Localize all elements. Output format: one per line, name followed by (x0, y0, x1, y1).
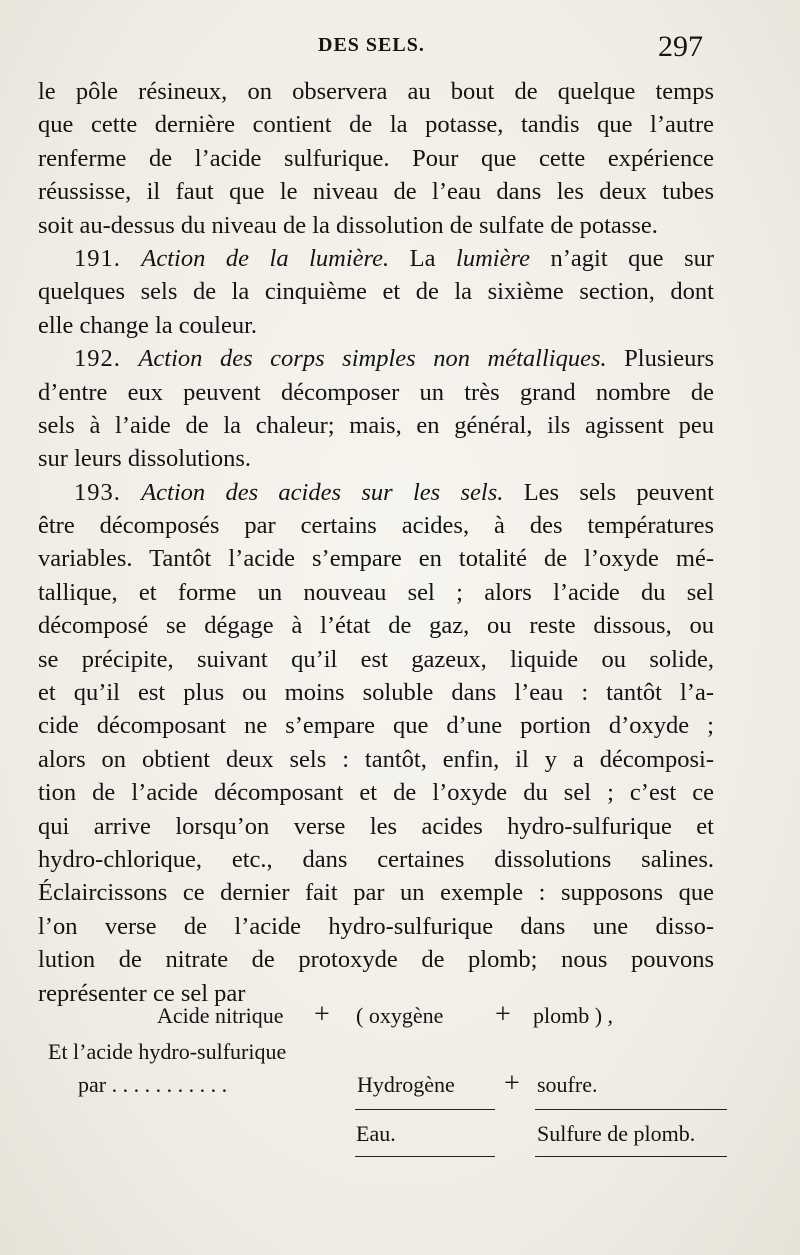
formula-rule (535, 1156, 727, 1157)
formula-rule (535, 1109, 727, 1110)
formula-sulfure-de-plomb: Sulfure de plomb. (537, 1121, 696, 1146)
text-line (38, 342, 714, 375)
section-title: Action de la lumière. (141, 244, 390, 272)
text-line: et qu’il est plus ou moins soluble dans l’eau : tantôt l’a- (38, 679, 714, 707)
text-line: Éclaircissons ce dernier fait par un exemple : supposons que (38, 879, 714, 907)
text-line: représenter ce sel par (38, 979, 246, 1007)
text-line: sels à l’aide de la chaleur; mais, en général, ils agissent peu (38, 411, 714, 439)
text-line: quelques sels de la cinquième et de la sixième section, dont (38, 278, 714, 306)
text-line: être décomposés par certains acides, à des températures (38, 512, 714, 540)
text-line: le pôle résineux, on observera au bout de quelque temps (38, 78, 714, 105)
formula-hydrogene: Hydrogène (357, 1072, 455, 1097)
plus-sign: + (504, 1068, 520, 1099)
text-line: elle change la couleur. (38, 311, 258, 339)
formula-eau: Eau. (356, 1121, 396, 1146)
section-title: Action des acides sur les sels. (141, 478, 504, 506)
text-line: que cette dernière contient de la potasse, tandis que l’autre (38, 111, 714, 139)
text-fragment: n’agit que sur (529, 244, 715, 272)
formula-plomb: plomb ) , (533, 1003, 614, 1028)
text-line: variables. Tantôt l’acide s’empare en totalité de l’oxyde mé- (38, 545, 714, 573)
page-number: 297 (658, 30, 703, 63)
text-fragment: Les sels peuvent (503, 478, 714, 506)
text-line: l’on verse de l’acide hydro-sulfurique dans une disso- (38, 912, 714, 940)
formula-acide-hydro-sulfurique: Et l’acide hydro-sulfurique (48, 1039, 287, 1064)
page-header (0, 30, 800, 70)
formula-rule (355, 1109, 495, 1110)
text-line: décomposé se dégage à l’état de gaz, ou reste dissous, ou (38, 612, 714, 640)
text-line: lution de nitrate de protoxyde de plomb; nous pouvons (38, 946, 714, 974)
text-fragment: La (389, 244, 457, 272)
text-line (38, 242, 714, 275)
formula-rule (355, 1156, 495, 1157)
formula-soufre: soufre. (537, 1072, 598, 1097)
section-title: Action des corps simples non métalliques. (138, 345, 607, 373)
plus-sign: + (314, 999, 330, 1030)
text-line: tion de l’acide décomposant et de l’oxyde du sel ; c’est ce (38, 779, 714, 807)
text-line: tallique, et forme un nouveau sel ; alors l’acide du sel (38, 578, 714, 606)
text-line: se précipite, suivant qu’il est gazeux, liquide ou solide, (38, 645, 714, 673)
text-line: alors on obtient deux sels : tantôt, enfin, il y a décomposi- (38, 745, 714, 773)
formula-oxygene: ( oxygène (356, 1003, 444, 1028)
text-line: hydro-chlorique, etc., dans certaines dissolutions salines. (38, 845, 714, 873)
text-line: d’entre eux peuvent décomposer un très grand nombre de (38, 378, 714, 406)
text-line (38, 476, 714, 509)
section-number: 191. (74, 244, 121, 272)
formula-acide-nitrique: Acide nitrique (157, 1003, 284, 1028)
formula-par-leader: par . . . . . . . . . . . (78, 1072, 228, 1097)
text-line: sur leurs dissolutions. (38, 445, 252, 473)
text-line: cide décomposant ne s’empare que d’une portion d’oxyde ; (38, 712, 714, 740)
text-fragment: Plusieurs (606, 345, 715, 373)
section-number: 193. (74, 478, 121, 506)
running-title: DES SELS. (318, 34, 425, 56)
section-number: 192. (74, 345, 121, 373)
emphasis: lumière (456, 244, 530, 272)
text-line: soit au-dessus du niveau de la dissolution de sulfate de potasse. (38, 211, 658, 239)
text-line: réussisse, il faut que le niveau de l’eau dans les deux tubes (38, 178, 714, 206)
text-line: renferme de l’acide sulfurique. Pour que cette expérience (38, 144, 714, 172)
plus-sign: + (495, 999, 511, 1030)
text-line: qui arrive lorsqu’on verse les acides hydro-sulfurique et (38, 812, 714, 840)
body-text (38, 75, 714, 1010)
